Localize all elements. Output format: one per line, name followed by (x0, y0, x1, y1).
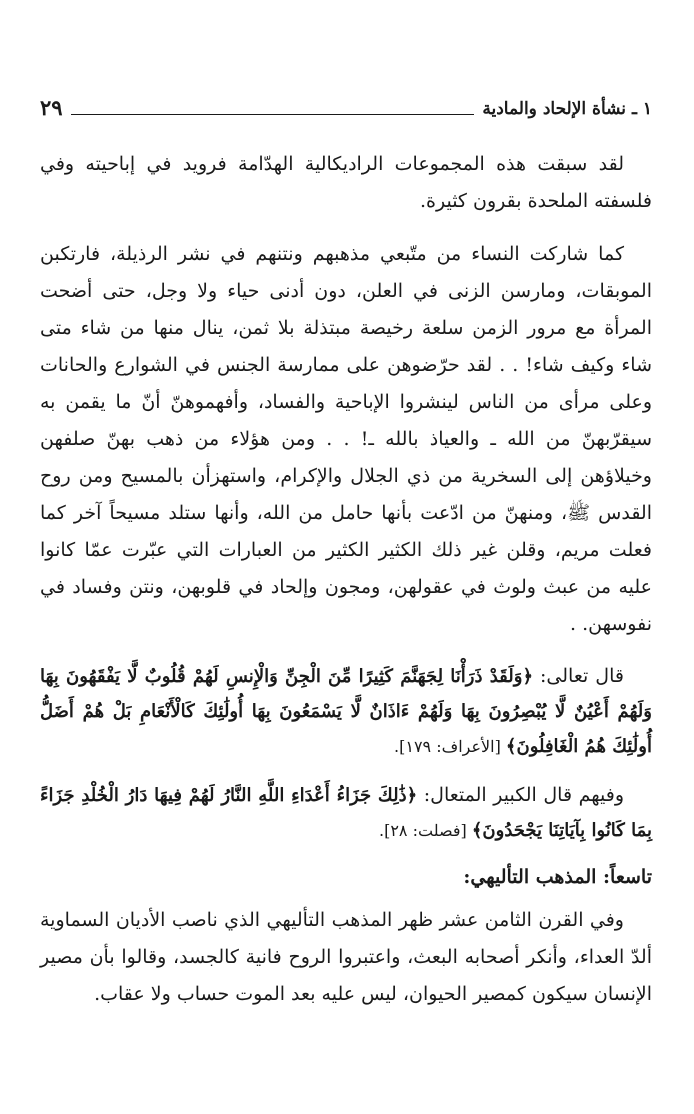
verse-reference: [فصلت: ٢٨]. (379, 821, 472, 840)
running-title: ١ ـ نشأة الإلحاد والمادية (482, 99, 652, 119)
verse-reference: [الأعراف: ١٧٩]. (394, 737, 506, 756)
quran-verse: ﴿ذَٰلِكَ جَزَاءُ أَعْدَاءِ اللَّهِ النَّارُ لَهُمْ فِيهَا دَارُ الْخُلْدِ جَزَاءً بِمَا كَانُوا بِآيَاتِنَا يَجْحَدُونَ﴾ (40, 785, 652, 841)
quote-intro: قال تعالى: (533, 665, 624, 687)
quran-verse: ﴿وَلَقَدْ ذَرَأْنَا لِجَهَنَّمَ كَثِيرًا مِّنَ الْجِنِّ وَالْإِنسِ لَهُمْ قُلُوبٌ لَّا يَفْقَهُونَ بِهَا وَلَهُمْ أَعْيُنٌ لَّا يُبْصِرُونَ بِهَا وَلَهُمْ ءَاذَانٌ لَّا يَسْمَعُونَ بِهَا أُولَٰئِكَ كَالْأَنْعَامِ بَلْ هُمْ أَضَلُّ أُولَٰئِكَ هُمُ الْغَافِلُونَ﴾ (40, 666, 652, 757)
paragraph: كما شاركت النساء من متّبعي مذهبهم ونتنهم في نشر الرذيلة، فارتكبن الموبقات، ومارسن الزنى في العلن، دون أدنى حياء ولا وجل، حتى أضحت المرأة مع مرور الزمن سلعة رخيصة مبتذلة بلا ثمن، ينال منها من شاء متى شاء وكيف شاء! . . لقد حرّضوهن على ممارسة الجنس في الشوارع والحانات وعلى مرأى من الناس لينشروا الإباحية والفساد، وأفهموهنّ أنّ ما يقمن به سيقرّبهنّ من الله ـ والعياذ بالله ـ! . . ومن هؤلاء من ذهب بهنّ صلفهن وخيلاؤهن إلى السخرية من ذي الجلال والإكرام، واستهزأن بالمسيح ومن روح القدس ﷺ، ومنهنّ من ادّعت بأنها حامل من الله، وأنها ستلد مسيحاً آخر كما فعلت مريم، وقلن غير ذلك الكثير الكثير من العبارات التي عبّرت عمّا كانوا عليه من عبث ولوث في عقولهن، ومجون وإلحاد في قلوبهن، ونتن وفساد في نفوسهن. . (40, 243, 652, 635)
quran-quote (40, 659, 652, 764)
paragraph: لقد سبقت هذه المجموعات الراديكالية الهدّامة فرويد في إباحيته وفي فلسفته الملحدة بقرون كثيرة. (40, 153, 652, 212)
header-rule (71, 114, 475, 115)
paragraph: وفي القرن الثامن عشر ظهر المذهب التأليهي الذي ناصب الأديان السماوية ألدّ العداء، وأنكر أصحابه البعث، واعتبروا الروح فانية كالجسد، وقالوا بأن مصير الإنسان سيكون كمصير الحيوان، ليس عليه بعد الموت حساب ولا عقاب. (40, 909, 652, 1005)
quran-quote (40, 778, 652, 848)
page-body (40, 146, 652, 1029)
running-header (40, 92, 652, 118)
quote-intro: وفيهم قال الكبير المتعال: (417, 784, 624, 806)
section-heading: تاسعاً: المذهب التأليهي: (463, 866, 652, 888)
page-number: ٢٩ (40, 95, 63, 120)
